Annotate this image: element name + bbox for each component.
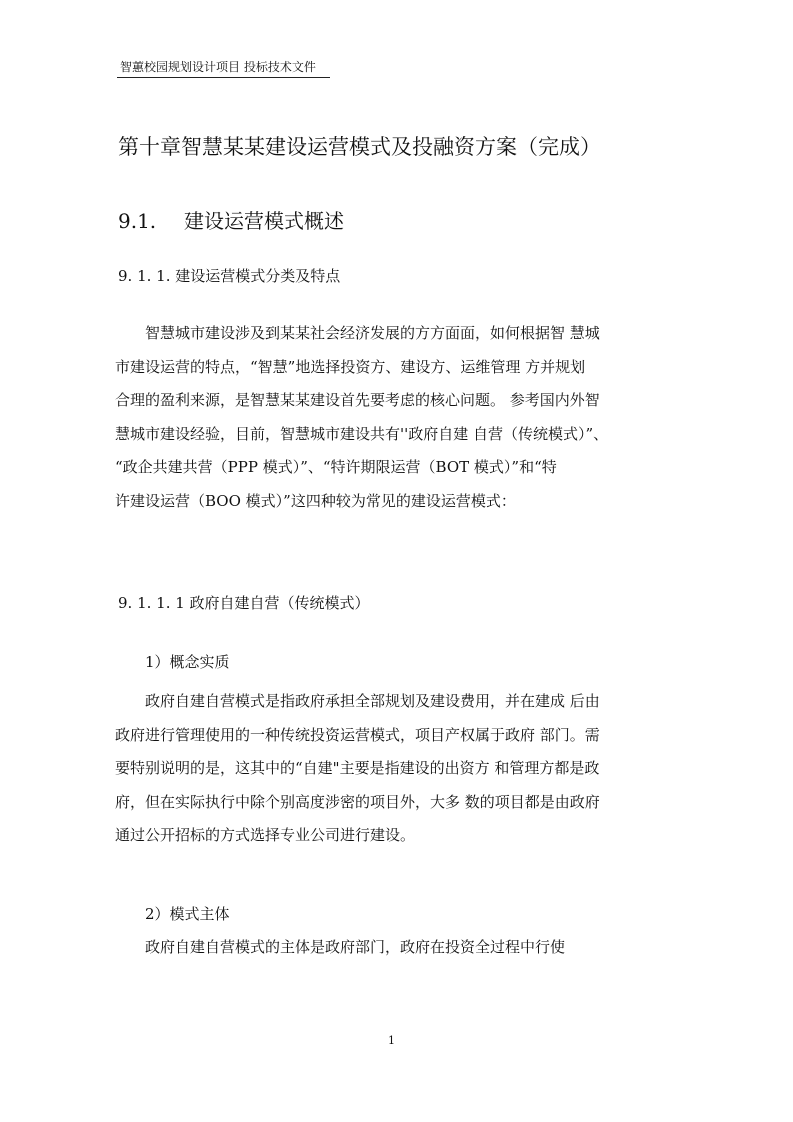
section-heading-9-1-1: 9. 1. 1. 建设运营模式分类及特点	[118, 267, 341, 285]
section-number: 9.1.	[118, 209, 157, 233]
paragraph-line: “政企共建共营（PPP 模式）”、“特许期限运营（BOT 模式）”和“特	[115, 458, 557, 476]
paragraph-line: 政府自建自营模式的主体是政府部门，政府在投资全过程中行使	[145, 938, 566, 956]
paragraph-subject	[115, 931, 565, 965]
paragraph-line: 政府进行管理使用的一种传统投资运营模式，项目产权属于政府 部门。需	[115, 725, 600, 744]
list-item-subject: 2）模式主体	[145, 905, 230, 923]
paragraph-line: 府，但在实际执行中除个别高度涉密的项目外，大多 数的项目都是由政府	[115, 792, 600, 811]
paragraph-concept	[115, 685, 600, 853]
section-title: 建设运营模式概述	[184, 209, 344, 233]
paragraph-intro	[115, 317, 608, 518]
paragraph-line: 通过公开招标的方式选择专业公司进行建设。	[115, 826, 416, 844]
running-header: 智蕙校园规划设计项目 投标技术文件	[120, 60, 316, 74]
paragraph-line: 智慧城市建设涉及到某某社会经济发展的方方面面，如何根据智 慧城	[145, 324, 600, 342]
header-underline	[117, 77, 330, 78]
paragraph-line: 要特别说明的是，这其中的“自建"主要是指建设的出资方 和管理方都是政	[115, 759, 600, 777]
paragraph-line: 许建设运营（BOO 模式）”这四种较为常见的建设运营模式：	[115, 491, 516, 510]
chapter-title: 第十章智慧某某建设运营模式及投融资方案（完成）	[118, 135, 601, 159]
paragraph-line: 市建设运营的特点，“智慧”地选择投资方、建设方、运维管理 方并规划	[115, 357, 586, 376]
paragraph-line: 合理的盈利来源，是智慧某某建设首先要考虑的核心问题。 参考国内外智	[115, 391, 600, 409]
paragraph-line: 政府自建自营模式是指政府承担全部规划及建设费用，并在建成 后由	[145, 692, 600, 710]
section-heading-9-1	[118, 205, 344, 234]
page-number: 1	[388, 1034, 395, 1047]
section-heading-9-1-1-1: 9. 1. 1. 1 政府自建自营（传统模式）	[118, 594, 370, 612]
list-item-concept: 1）概念实质	[145, 653, 230, 671]
paragraph-line: 慧城市建设经验，目前，智慧城市建设共有''政府自建 自营（传统模式）”、	[115, 424, 609, 443]
